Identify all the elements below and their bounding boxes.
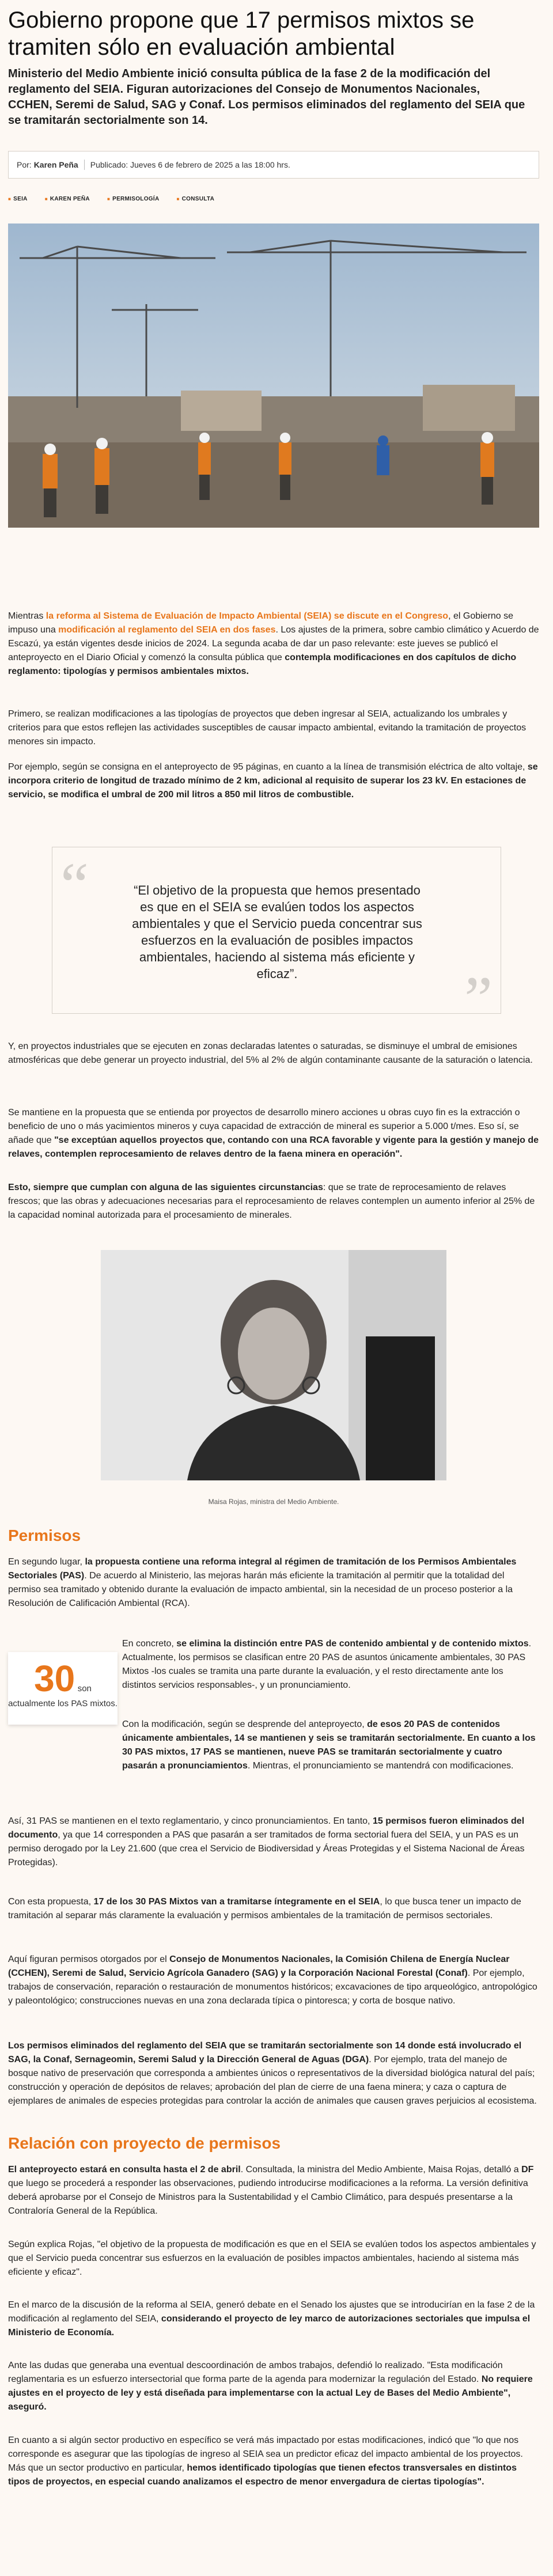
stat-highlight-box bbox=[8, 1652, 118, 1725]
paragraph-11: Con esta propuesta, 17 de los 30 PAS Mixtos van a tramitarse íntegramente en el SEIA, lo que busca tener un impacto de tramitación al separar más claramente la evaluación y permisos ambientales de la tramitación de permisos sectoriales. bbox=[8, 1897, 521, 1920]
quote-close-icon: ” bbox=[464, 964, 493, 1034]
byline-box bbox=[8, 151, 539, 179]
paragraph-14: El anteproyecto estará en consulta hasta el 2 de abril. Consultada, la ministra del Medio Ambiente, Maisa Rojas, detalló a DF que luego se procederá a responder las observaciones, pudiendo introducirse modificaciones a la reforma. La versión definitiva deberá aprobarse por el Consejo de Ministros para la Sustentabilidad y el Cambio Climático, para después presentarse a la Contraloría General de la República. bbox=[8, 2165, 534, 2216]
pull-quote bbox=[52, 847, 501, 1034]
minister-photo bbox=[101, 1250, 446, 1480]
link-reforma-seia[interactable]: la reforma al Sistema de Evaluación de Impacto Ambiental (SEIA) se discute en el Congreso bbox=[46, 611, 449, 621]
tag-seia[interactable]: ■ SEIA bbox=[8, 196, 28, 202]
lead-summary: Ministerio del Medio Ambiente inició consulta pública de la fase 2 de la modificación del reglamento del SEIA. Figuran autorizaciones del Consejo de Monumentos Nacionales, CCHEN, Seremi de Salud, SAG y Conaf. Los permisos eliminados del reglamento del SEIA que se tramitarán sectorialmente son 14. bbox=[8, 67, 525, 127]
paragraph-12: Aquí figuran permisos otorgados por el Consejo de Monumentos Nacionales, la Comisión Chilena de Energía Nuclear (CCHEN), Seremi de Salud, Servicio Agrícola Ganadero (SAG) y la Corporación Nacional Forestal (Conaf). Por ejemplo, trabajos de conservación, reparación o restauración de monumentos históricos; excavaciones de tipo arqueológico, antropológico y paleontológico; construcciones nuevas en una zona declarada típica o pintoresca; y corta de bosque nativo. bbox=[8, 1954, 537, 2006]
paragraph-2: Primero, se realizan modificaciones a las tipologías de proyectos que deben ingresar al SEIA, actualizando los umbrales y criterios para que estos reflejen las actividades susceptibles de causar impacto ambiental, evitando la tramitación de proyectos menores sin impacto. bbox=[8, 709, 527, 747]
paragraph-15: Según explica Rojas, "el objetivo de la propuesta de modificación es que en el SEIA se evalúen todos los aspectos ambientales y que el Servicio pueda concentrar sus esfuerzos en la evaluación de posibles impactos ambientales, haciendo al sistema más eficiente y eficaz". bbox=[8, 2240, 536, 2277]
paragraph-8: En concreto, se elimina la distinción entre PAS de contenido ambiental y de contenido mixtos. Actualmente, los permisos se clasifican entre 20 PAS de asuntos únicamente ambientales, 30 PAS Mixtos -los cuales se tramita una parte durante la evaluación, y el resto directamente ante los distintos servicios responsables-, y un pronunciamiento. bbox=[122, 1639, 532, 1690]
paragraph-10: Así, 31 PAS se mantienen en el texto reglamentario, y cinco pronunciamientos. En tanto, 15 permisos fueron eliminados del documento, ya que 14 corresponden a PAS que pasarán a ser tramitados de forma sectorial fuera del SEIA, y un PAS es un permiso derogado por la Ley 21.600 (que crea el Servicio de Biodiversidad y Áreas Protegidas y el Sistema Nacional de Áreas Protegidas). bbox=[8, 1816, 525, 1867]
paragraph-16: En el marco de la discusión de la reforma al SEIA, generó debate en el Senado los ajustes que se introducirían en la fase 2 de la modificación al reglamento del SEIA, considerando el proyecto de ley marco de autorizaciones sectoriales que impulsa el Ministerio de Economía. bbox=[8, 2300, 535, 2338]
paragraph-13: Los permisos eliminados del reglamento del SEIA que se tramitarán sectorialmente son 14 donde está involucrado el SAG, la Conaf, Sernageomin, Seremi Salud y la Dirección General de Aguas (DGA). Por ejemplo, trata del manejo de bosque nativo de preservación que corresponda a ambientes únicos o representativos de la diversidad biológica natural del país; construcción y operación de depósitos de relaves; aprobación del plan de cierre de una faena minera; y caza o captura de ejemplares de animales de especies protegidas para controlar la acción de animales que causen graves perjuicios al ecosistema. bbox=[8, 2041, 537, 2106]
paragraph-5: Se mantiene en la propuesta que se entienda por proyectos de desarrollo minero acciones u obras cuyo fin es la extracción o beneficio de uno o más yacimientos mineros y cuya capacidad de extracción de mineral es superior a 5.000 t/mes. Eso sí, se añade que "se exceptúan aquellos proyectos que, contando con una RCA favorable y vigente para la gestión y manejo de relaves, contemplen reprocesamiento de relaves dentro de la faena minera en operación". bbox=[8, 1108, 539, 1159]
quote-open-icon: “ bbox=[60, 850, 89, 920]
paragraph-4: Y, en proyectos industriales que se ejecuten en zonas declaradas latentes o saturadas, se disminuye el umbral de emisiones atmosféricas que debe generar un proyecto industrial, del 5% al 2% de algún contaminante causante de la saturación o latencia. bbox=[8, 1041, 533, 1065]
author-link[interactable]: Karen Peña bbox=[33, 160, 78, 169]
tag-consulta[interactable]: ■ CONSULTA bbox=[176, 196, 214, 202]
paragraph-7: En segundo lugar, la propuesta contiene una reforma integral al régimen de tramitación de los Permisos Ambientales Sectoriales (PAS). De acuerdo al Ministerio, las mejoras harán más eficiente la tramitación al permitir que la totalidad del permiso sea tramitado y obtenido durante la evaluación de impacto ambiental, sin la necesidad de un proceso posterior a la Resolución de Calificación Ambiental (RCA). bbox=[8, 1557, 517, 1608]
hero-image bbox=[8, 223, 539, 528]
paragraph-6: Esto, siempre que cumplan con alguna de las siguientes circunstancias: que se trate de reprocesamiento de relaves frescos; que las obras y adecuaciones necesarias para el reprocesamiento de relaves contemplen un aumento inferior al 25% de la capacidad nominal autorizada para el procesamiento de minerales. bbox=[8, 1183, 535, 1220]
published-date: Publicado: Jueves 6 de febrero de 2025 a las 18:00 hrs. bbox=[90, 160, 290, 169]
photo-caption: Maisa Rojas, ministra del Medio Ambiente. bbox=[208, 1498, 339, 1506]
headline: Gobierno propone que 17 permisos mixtos se tramiten sólo en evaluación ambiental bbox=[8, 7, 475, 60]
tag-permisologia[interactable]: ■ PERMISOLOGÍA bbox=[107, 196, 160, 202]
byline-prefix: Por: bbox=[17, 160, 32, 169]
paragraph-3: Por ejemplo, según se consigna en el anteproyecto de 95 páginas, en cuanto a la línea de transmisión eléctrica de alto voltaje, se incorpora criterio de longitud de trazado mínimo de 2 km, adicional al requisito de superar los 23 kV. En estaciones de servicio, se modifica el umbral de 200 mil litros a 850 mil litros de combustible. bbox=[8, 762, 538, 800]
link-modificacion-reglamento[interactable]: modificación al reglamento del SEIA en dos fases bbox=[58, 625, 276, 635]
pull-quote-text: “El objetivo de la propuesta que hemos presentado es que en el SEIA se evalúen todos los aspectos ambientales y que el Servicio pueda concentrar sus esfuerzos en la evaluación de posibles impactos ambientales, haciendo al sistema más eficiente y eficaz”. bbox=[132, 883, 422, 981]
paragraph-1: Mientras la reforma al Sistema de Evaluación de Impacto Ambiental (SEIA) se discute en el Congreso, el Gobierno se impuso una modificación al reglamento del SEIA en dos fases. Los ajustes de la primera, sobre cambio climático y Acuerdo de Escazú, ya están vigentes desde inicios de 2024. La segunda acaba de dar un paso relevante: este jueves se publicó el anteproyecto en el Diario Oficial y comenzó la consulta pública que contempla modificaciones en dos capítulos de dicho reglamento: tipologías y permisos ambientales mixtos. bbox=[8, 611, 539, 676]
stat-label: actualmente los PAS mixtos. bbox=[8, 1699, 118, 1709]
stat-connector: son bbox=[77, 1684, 92, 1694]
section-heading-relacion: Relación con proyecto de permisos bbox=[8, 2134, 281, 2152]
tag-list bbox=[8, 196, 214, 202]
byline-divider bbox=[84, 160, 85, 170]
section-heading-permisos: Permisos bbox=[8, 1526, 81, 1544]
paragraph-9: Con la modificación, según se desprende del anteproyecto, de esos 20 PAS de contenidos únicamente ambientales, 14 se mantienen y seis se tramitarán sectorialmente. En cuanto a los 30 PAS mixtos, 17 PAS se mantienen, nueve PAS se tramitarán sectorialmente y cuatro pasarán a pronunciamientos. Mientras, el pronunciamiento se mantendrá con modificaciones. bbox=[122, 1719, 536, 1771]
tag-karen-pena[interactable]: ■ KAREN PEÑA bbox=[45, 196, 90, 202]
paragraph-18: En cuanto a si algún sector productivo en específico se verá más impactado por estas modificaciones, indicó que "lo que nos corresponde es asegurar que las tipologías de ingreso al SEIA sea un predictor eficaz del impacto ambiental de los proyectos. Más que un sector productivo en particular, hemos identificado tipologías que tienen efectos transversales en distintos tipos de proyectos, en especial cuando analizamos el espectro de menor envergadura de ciertas tipologías". bbox=[8, 2435, 523, 2487]
stat-number: 30 bbox=[34, 1658, 75, 1699]
paragraph-17: Ante las dudas que generaba una eventual descoordinación de ambos trabajos, defendió lo realizado. "Esta modificación reglamentaria es un esfuerzo intersectorial que forma parte de la agenda para modernizar la regulación del Estado. No requiere ajustes en el proyecto de ley y está diseñada para implementarse con la actual Ley de Bases del Medio Ambiente", aseguró. bbox=[8, 2361, 533, 2412]
